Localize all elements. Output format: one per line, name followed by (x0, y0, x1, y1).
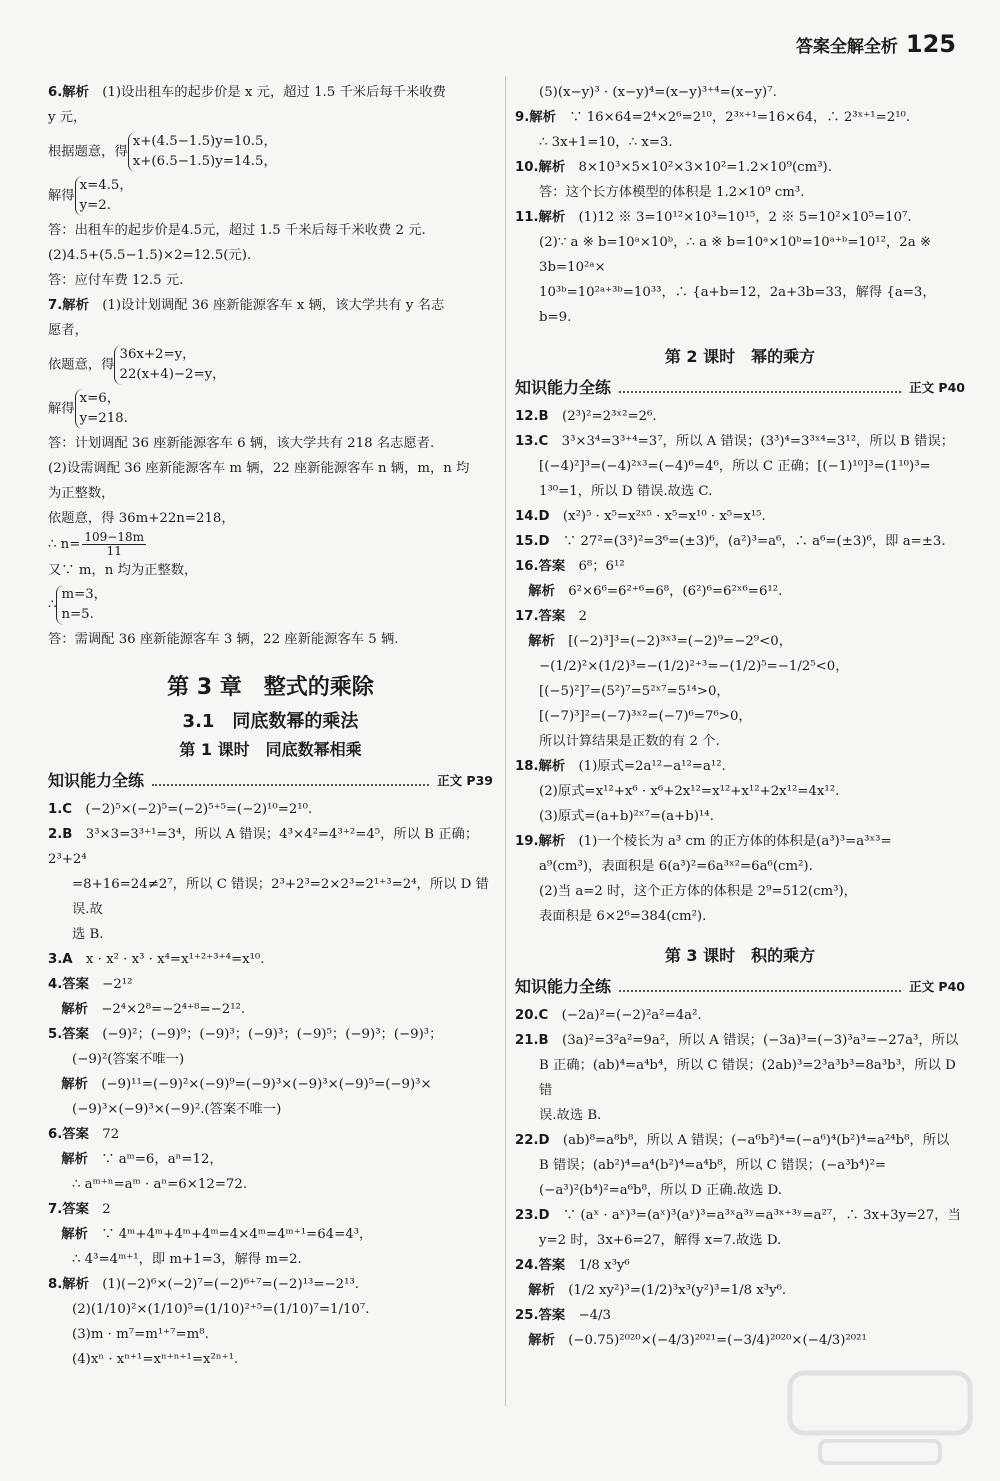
left-answer-line (48, 822, 493, 872)
right-mid-answer-label: 15.D (515, 534, 550, 549)
q6-sol2: y=2. (79, 198, 111, 213)
left-answer-text: (−9)¹¹=(−9)²×(−9)⁹=(−9)³×(−9)³×(−9)⁵=(−9)³× (101, 1077, 432, 1092)
left-answer-label: 解析 (48, 1227, 88, 1242)
right-mid-answer-text: 3³×3⁴=3³⁺⁴=3⁷，所以 A 错误；(3³)⁴=3³ˣ⁴=3¹²，所以 B 错误； (561, 434, 955, 449)
right-bottom-answer-text: 误.故选 B. (539, 1108, 602, 1123)
page-header (796, 30, 956, 58)
page-number: 125 (905, 30, 956, 58)
right-mid-answer-line (515, 479, 965, 504)
right-bottom-answer-label: 23.D (515, 1208, 550, 1223)
question-7 (48, 293, 493, 652)
left-answer-text: x · x² · x³ · x⁴=x¹⁺²⁺³⁺⁴=x¹⁰. (85, 952, 265, 967)
right-bottom-answer-text: −4/3 (578, 1308, 611, 1323)
lesson-title: 第 1 课时 同底数幂相乘 (179, 740, 362, 759)
right-bottom-answer-text: (3a)²=3²a²=9a²，所以 A 错误；(−3a)³=(−3)³a³=−27a³，所以 (562, 1033, 959, 1048)
left-answer-line (48, 1322, 493, 1347)
right-bottom-answer-line (515, 1128, 965, 1153)
right-bottom-answer-text: (−a³)²(b⁴)²=a⁶b⁸，所以 D 正确.故选 D. (539, 1183, 782, 1198)
left-answer-text: (−9)²(答案不唯一) (72, 1052, 185, 1067)
right-bottom-answer-line (515, 1328, 965, 1353)
left-answer-text: 选 B. (72, 927, 104, 942)
right-mid-answer-line (515, 529, 965, 554)
left-answer-label: 解析 (48, 1152, 88, 1167)
q6-line6: (2)4.5+(5.5−1.5)×2=12.5(元). (48, 248, 252, 263)
chapter-title: 第 3 章 整式的乘除 (167, 675, 374, 700)
question-6 (48, 80, 493, 293)
right-bottom-list (515, 1003, 965, 1353)
right-top-answer-line (515, 205, 965, 230)
right-bottom-answer-line (515, 1228, 965, 1253)
right-mid-answer-line (515, 779, 965, 804)
right-top-answer-text: (1)12 ※ 3=10¹²×10³=10¹⁵，2 ※ 5=10²×10⁵=10⁷. (578, 210, 912, 225)
right-mid-answer-text: (1)一个棱长为 a³ cm 的正方体的体积是(a³)³=a³ˣ³= (578, 834, 892, 849)
left-answer-text: −2¹² (102, 977, 133, 992)
right-mid-answer-label: 解析 (515, 584, 555, 599)
right-mid-answer-line (515, 454, 965, 479)
left-answer-label: 1.C (48, 802, 73, 817)
left-answer-line (48, 1072, 493, 1097)
right-top-answer-line (515, 105, 965, 130)
left-answer-text: (−9)²；(−9)⁹；(−9)³；(−9)³；(−9)⁵；(−9)³；(−9)³； (102, 1027, 443, 1042)
q6-solution (75, 176, 133, 216)
q7-line6: (2)设需调配 36 座新能源客车 m 辆，22 座新能源客车 n 辆，m，n 均 (48, 461, 470, 476)
right-top-answer-line (515, 230, 965, 280)
right-top-answer-text: (2)∵ a ※ b=10ᵃ×10ᵇ，∴ a ※ b=10ᵃ×10ᵇ=10ᵃ⁺ᵇ=10¹²，2a ※ 3b=10²ᵃ× (539, 235, 932, 275)
left-answer-text: ∴ aᵐ⁺ⁿ=aᵐ · aⁿ=6×12=72. (72, 1177, 248, 1192)
right-column (515, 80, 965, 1353)
right-mid-answer-text: 6²×6⁶=6²⁺⁶=6⁸，(6²)⁶=6²ˣ⁶=6¹². (568, 584, 783, 599)
left-answer-label: 8.解析 (48, 1277, 89, 1292)
bar3-dots (619, 980, 901, 992)
left-answer-text: (−9)³×(−9)³×(−9)².(答案不唯一) (72, 1102, 282, 1117)
right-mid-answer-text: 表面积是 6×2⁶=384(cm²). (539, 909, 707, 924)
left-answer-line (48, 1247, 493, 1272)
left-answer-line (48, 1197, 493, 1222)
left-answer-label: 解析 (48, 1002, 88, 1017)
right-mid-answer-text: [(−4)²]³=(−4)²ˣ³=(−4)⁶=4⁶，所以 C 正确；[(−1)¹⁰]³=(1¹⁰)³= (539, 459, 931, 474)
left-answer-line (48, 1147, 493, 1172)
right-top-answer-line (515, 280, 965, 330)
right-mid-answer-label: 12.B (515, 409, 549, 424)
left-answer-line (48, 1297, 493, 1322)
right-bottom-answer-line (515, 1053, 965, 1103)
column-divider (505, 76, 506, 1406)
right-mid-answer-line (515, 404, 965, 429)
q7-solution (75, 389, 128, 429)
q7-sol1: x=6， (79, 391, 120, 406)
q7-solution2 (56, 585, 107, 625)
left-column (48, 80, 493, 1372)
right-bottom-answer-label: 22.D (515, 1133, 550, 1148)
left-answer-text: ∴ 4³=4ᵐ⁺¹，即 m+1=3，解得 m=2. (72, 1252, 302, 1267)
right-mid-answer-label: 17.答案 (515, 609, 566, 624)
bar-ref: 正文 P39 (437, 772, 493, 788)
right-mid-answer-line (515, 504, 965, 529)
right-top-answer-label: 9.解析 (515, 110, 556, 125)
right-bottom-answer-label: 25.答案 (515, 1308, 566, 1323)
right-bottom-answer-line (515, 1303, 965, 1328)
left-answer-text: (−2)⁵×(−2)⁵=(−2)⁵⁺⁵=(−2)¹⁰=2¹⁰. (85, 802, 313, 817)
right-mid-answer-text: (x²)⁵ · x⁵=x²ˣ⁵ · x⁵=x¹⁰ · x⁵=x¹⁵. (562, 509, 766, 524)
right-bottom-answer-label: 24.答案 (515, 1258, 566, 1273)
q7-frac-num: 109−18m (84, 530, 145, 544)
q6-sol1: x=4.5， (79, 178, 133, 193)
right-mid-list (515, 404, 965, 929)
right-mid-answer-line (515, 654, 965, 679)
right-mid-answer-line (515, 429, 965, 454)
right-bottom-answer-text: (−2a)²=(−2)²a²=4a². (561, 1008, 702, 1023)
right-bottom-answer-text: ∵ (aˣ · aˣ)³=(aˣ)³(aʸ)³=a³ˣa³ʸ=a³ˣ⁺³ʸ=a²⁷，∴ 3x+3y=27，当 (562, 1208, 961, 1223)
right-bottom-answer-text: y=2 时，3x+6=27，解得 x=7.故选 D. (539, 1233, 782, 1248)
left-answer-line (48, 1047, 493, 1072)
right-mid-answer-label: 16.答案 (515, 559, 566, 574)
left-answer-text: ∵ aᵐ=6，aⁿ=12， (101, 1152, 223, 1167)
left-answer-line (48, 1122, 493, 1147)
right-mid-answer-text: ∵ 27²=(3³)²=3⁶=(±3)⁶，(a²)³=a⁶，∴ a⁶=(±3)⁶，即 a=±3. (562, 534, 946, 549)
right-top-answer-text: 10³ᵇ=10²ᵃ⁺³ᵇ=10³³，∴ {a+b=12，2a+3b=33，解得 {a=3，b=9. (539, 285, 936, 325)
right-bottom-answer-line (515, 1028, 965, 1053)
left-answer-text: =8+16=24≠2⁷，所以 C 错误；2³+2³=2×2³=2¹⁺³=2⁴，所以 D 错误.故 (72, 877, 489, 917)
q7-line1: (1)设计划调配 36 座新能源客车 x 辆，该大学共有 y 名志 (102, 298, 445, 313)
q7-eq1: 36x+2=y， (119, 347, 196, 362)
right-mid-answer-label: 解析 (515, 634, 555, 649)
left-answer-line (48, 947, 493, 972)
right-mid-answer-text: 2 (578, 609, 587, 624)
left-answer-line (48, 1097, 493, 1122)
right-mid-answer-line (515, 829, 965, 854)
left-answer-label: 3.A (48, 952, 73, 967)
left-answer-line (48, 872, 493, 922)
section-bar-2 (515, 375, 965, 398)
bar2-ref: 正文 P40 (909, 379, 965, 395)
q7-line2: 愿者， (48, 323, 88, 338)
left-answer-line (48, 972, 493, 997)
q7-sol4: n=5. (61, 607, 94, 622)
bar-title: 知识能力全练 (48, 771, 145, 790)
left-answer-line (48, 1022, 493, 1047)
left-answer-text: 2 (102, 1202, 111, 1217)
right-mid-answer-label: 18.解析 (515, 759, 566, 774)
q7-line7: 为正整数， (48, 486, 115, 501)
right-bottom-answer-line (515, 1278, 965, 1303)
q7-label: 7.解析 (48, 298, 89, 313)
right-bottom-answer-text: B 正确；(ab)⁴=a⁴b⁴，所以 C 错误；(2ab)³=2³a³b³=8a³b³，所以 D 错 (539, 1058, 956, 1098)
left-answer-list (48, 797, 493, 1372)
right-bottom-answer-label: 20.C (515, 1008, 549, 1023)
q7-eq2: 22(x+4)−2=y， (119, 367, 226, 382)
q7-sol3: m=3， (61, 587, 107, 602)
left-answer-label: 5.答案 (48, 1027, 89, 1042)
left-answer-text: (3)m · m⁷=m¹⁺⁷=m⁸. (72, 1327, 209, 1342)
q7-line10: 又∵ m，n 均为正整数， (48, 563, 198, 578)
right-bottom-answer-line (515, 1003, 965, 1028)
right-bottom-answer-text: (ab)⁸=a⁸b⁸，所以 A 错误；(−a⁶b²)⁴=(−a⁶)⁴(b²)⁴=a²⁴b⁸，所以 (562, 1133, 950, 1148)
q6-line2: y 元， (48, 110, 87, 125)
left-answer-line (48, 1172, 493, 1197)
left-answer-line (48, 1222, 493, 1247)
lesson3-title: 第 3 课时 积的乘方 (664, 946, 816, 965)
right-mid-answer-text: a⁹(cm³)，表面积是 6(a³)²=6a³ˣ²=6a⁶(cm²). (539, 859, 813, 874)
right-top-answer-text: (5)(x−y)³ · (x−y)⁴=(x−y)³⁺⁴=(x−y)⁷. (539, 85, 777, 100)
q6-system (128, 132, 277, 172)
right-top-answer-text: 答：这个长方体模型的体积是 1.2×10⁹ cm³. (539, 185, 805, 200)
header-title: 答案全解全析 (795, 37, 898, 57)
q7-fraction (82, 531, 146, 558)
right-mid-answer-line (515, 754, 965, 779)
right-mid-answer-line (515, 879, 965, 904)
left-answer-line (48, 922, 493, 947)
q7-line12: 答：需调配 36 座新能源客车 3 辆，22 座新能源客车 5 辆. (48, 632, 399, 647)
right-mid-answer-label: 19.解析 (515, 834, 566, 849)
right-top-answer-label: 10.解析 (515, 160, 566, 175)
watermark-logo (780, 1363, 980, 1473)
right-mid-answer-text: (3)原式=(a+b)²ˣ⁷=(a+b)¹⁴. (539, 809, 714, 824)
bar3-ref: 正文 P40 (909, 978, 965, 994)
right-mid-answer-line (515, 854, 965, 879)
q6-label: 6.解析 (48, 85, 89, 100)
right-mid-answer-text: (2³)²=2³ˣ²=2⁶. (562, 409, 657, 424)
left-answer-text: (4)xⁿ · xⁿ⁺¹=xⁿ⁺ⁿ⁺¹=x²ⁿ⁺¹. (72, 1352, 239, 1367)
bar-dots (152, 774, 429, 786)
lesson2-title: 第 2 课时 幂的乘方 (664, 347, 816, 366)
right-bottom-answer-label: 解析 (515, 1333, 555, 1348)
q6-line1: (1)设出租车的起步价是 x 元，超过 1.5 千米后每千米收费 (102, 85, 446, 100)
bar2-dots (619, 381, 901, 393)
right-bottom-answer-line (515, 1203, 965, 1228)
q7-line4: 解得 (48, 401, 75, 417)
left-answer-text: (2)(1/10)²×(1/10)⁵=(1/10)²⁺⁵=(1/10)⁷=1/10⁷. (72, 1302, 370, 1317)
left-answer-label: 6.答案 (48, 1127, 89, 1142)
right-mid-answer-line (515, 579, 965, 604)
q7-line9: ∴ n= (48, 537, 81, 552)
bar2-title: 知识能力全练 (515, 378, 612, 397)
left-answer-label: 解析 (48, 1077, 88, 1092)
section-bar-3 (515, 974, 965, 997)
right-mid-answer-line (515, 604, 965, 629)
right-mid-answer-line (515, 904, 965, 929)
q7-line11: ∴ (48, 597, 57, 613)
right-top-answer-label: 11.解析 (515, 210, 566, 225)
q6-line3: 根据题意，得 (48, 144, 128, 160)
left-answer-line (48, 797, 493, 822)
q6-line7: 答：应付车费 12.5 元. (48, 273, 184, 288)
section-bar (48, 768, 493, 791)
right-mid-answer-text: (2)原式=x¹²+x⁶ · x⁶+2x¹²=x¹²+x¹²+2x¹²=4x¹². (539, 784, 840, 799)
right-mid-answer-line (515, 729, 965, 754)
right-mid-answer-line (515, 704, 965, 729)
right-bottom-answer-text: 1/8 x³y⁶ (578, 1258, 630, 1273)
right-mid-answer-text: 所以计算结果是正数的有 2 个. (539, 734, 720, 749)
q6-eq2: x+(6.5−1.5)y=14.5， (132, 154, 277, 169)
bar3-title: 知识能力全练 (515, 977, 612, 996)
q7-sol2: y=218. (79, 411, 128, 426)
right-mid-answer-line (515, 804, 965, 829)
right-mid-answer-line (515, 679, 965, 704)
q7-line3: 依题意，得 (48, 357, 115, 373)
q7-frac-den: 11 (106, 544, 122, 558)
q6-eq1: x+(4.5−1.5)y=10.5， (132, 134, 277, 149)
right-top-answer-line (515, 130, 965, 155)
right-mid-answer-text: (1)原式=2a¹²−a¹²=a¹². (578, 759, 726, 774)
left-answer-label: 2.B (48, 827, 73, 842)
left-answer-line (48, 1272, 493, 1297)
right-mid-answer-text: −(1/2)²×(1/2)³=−(1/2)²⁺³=−(1/2)⁵=−1/2⁵<0， (539, 659, 849, 674)
q7-line5: 答：计划调配 36 座新能源客车 6 辆，该大学共有 218 名志愿者. (48, 436, 435, 451)
right-top-answer-line (515, 155, 965, 180)
right-bottom-answer-text: (1/2 xy²)³=(1/2)³x³(y²)³=1/8 x³y⁶. (568, 1283, 787, 1298)
left-answer-text: 72 (102, 1127, 120, 1142)
right-top-list (515, 80, 965, 330)
left-answer-text: −2⁴×2⁸=−2⁴⁺⁸=−2¹². (101, 1002, 246, 1017)
right-mid-answer-label: 14.D (515, 509, 550, 524)
right-mid-answer-text: [(−2)³]³=(−2)³ˣ³=(−2)⁹=−2⁹<0， (568, 634, 793, 649)
right-bottom-answer-line (515, 1253, 965, 1278)
q6-line5: 答：出租车的起步价是4.5元，超过 1.5 千米后每千米收费 2 元. (48, 223, 426, 238)
left-answer-text: (1)(−2)⁶×(−2)⁷=(−2)⁶⁺⁷=(−2)¹³=−2¹³. (102, 1277, 359, 1292)
right-mid-answer-text: 1³⁰=1，所以 D 错误.故选 C. (539, 484, 713, 499)
right-mid-answer-line (515, 554, 965, 579)
q7-line8: 依题意，得 36m+22n=218， (48, 511, 235, 526)
right-top-answer-text: ∵ 16×64=2⁴×2⁶=2¹⁰，2³ˣ⁺¹=16×64，∴ 2³ˣ⁺¹=2¹⁰. (569, 110, 911, 125)
left-answer-label: 7.答案 (48, 1202, 89, 1217)
left-answer-text: 3³×3=3³⁺¹=3⁴，所以 A 错误；4³×4²=4³⁺²=4⁵，所以 B 正确；2³+2⁴ (48, 827, 479, 867)
right-bottom-answer-line (515, 1178, 965, 1203)
left-answer-line (48, 1347, 493, 1372)
right-bottom-answer-line (515, 1103, 965, 1128)
right-mid-answer-text: [(−5)²]⁷=(5²)⁷=5²ˣ⁷=5¹⁴>0， (539, 684, 730, 699)
right-mid-answer-label: 13.C (515, 434, 549, 449)
right-mid-answer-line (515, 629, 965, 654)
right-top-answer-text: ∴ 3x+1=10，∴ x=3. (539, 135, 673, 150)
q7-system (114, 345, 225, 385)
right-bottom-answer-label: 解析 (515, 1283, 555, 1298)
right-top-answer-line (515, 180, 965, 205)
right-mid-answer-text: 6⁸；6¹² (578, 559, 625, 574)
right-mid-answer-text: (2)当 a=2 时，这个正方体的体积是 2⁹=512(cm³)， (539, 884, 857, 899)
right-mid-answer-text: [(−7)³]²=(−7)³ˣ²=(−7)⁶=7⁶>0， (539, 709, 752, 724)
left-answer-line (48, 997, 493, 1022)
section-title: 3.1 同底数幂的乘法 (182, 711, 359, 732)
right-top-answer-text: 8×10³×5×10²×3×10²=1.2×10⁹(cm³). (578, 160, 832, 175)
right-bottom-answer-line (515, 1153, 965, 1178)
right-bottom-answer-text: (−0.75)²⁰²⁰×(−4/3)²⁰²¹=(−3/4)²⁰²⁰×(−4/3)²⁰²¹ (568, 1333, 867, 1348)
right-top-answer-line (515, 80, 965, 105)
left-answer-label: 4.答案 (48, 977, 89, 992)
right-bottom-answer-text: B 错误；(ab²)⁴=a⁴(b²)⁴=a⁴b⁸，所以 C 错误；(−a³b⁴)²= (539, 1158, 887, 1173)
left-answer-text: ∵ 4ᵐ+4ᵐ+4ᵐ+4ᵐ=4×4ᵐ=4ᵐ⁺¹=64=4³， (101, 1227, 373, 1242)
q6-line4: 解得 (48, 188, 75, 204)
right-bottom-answer-label: 21.B (515, 1033, 549, 1048)
